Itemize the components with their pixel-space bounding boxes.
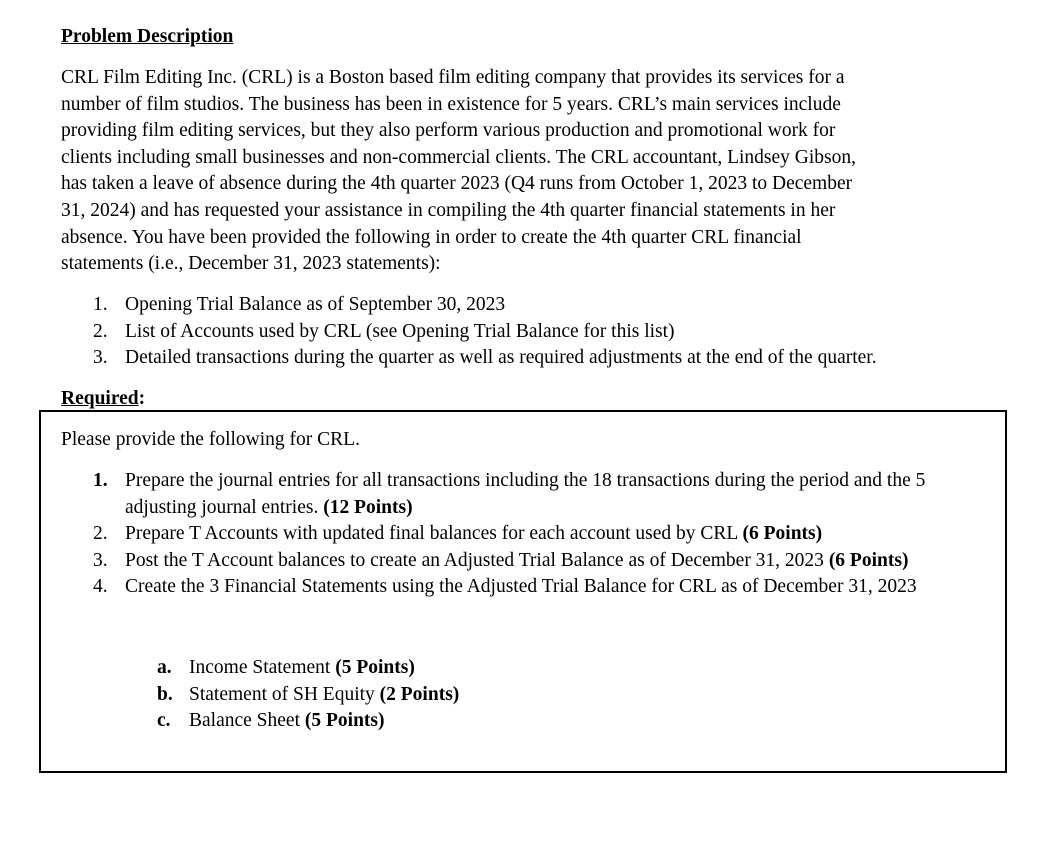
list-item: [157, 682, 459, 709]
list-item: [93, 345, 877, 372]
item-number: 4.: [93, 576, 108, 597]
item-points: (5 Points): [335, 657, 415, 678]
required-label: Required: [61, 388, 139, 409]
paragraph-line: 31, 2024) and has requested your assistance in compiling the 4th quarter financial statements in her: [61, 199, 836, 221]
list-item: [157, 655, 459, 682]
item-points: (5 Points): [304, 710, 385, 731]
list-item: [157, 708, 459, 735]
provided-items-list: [93, 292, 877, 372]
item-number: 3.: [93, 347, 108, 368]
paragraph-line: providing film editing services, but they also perform various production and promotional work for: [61, 120, 836, 142]
item-points: (2 Points): [379, 683, 460, 705]
item-number: 2.: [93, 523, 108, 544]
list-item: [93, 548, 965, 575]
item-letter: b.: [157, 683, 173, 705]
paragraph-line: has taken a leave of absence during the 4th quarter 2023 (Q4 runs from October 1, 2023 to December: [61, 173, 853, 195]
item-text: Detailed transactions during the quarter as well as required adjustments at the end of the quarter.: [125, 347, 877, 368]
item-text: List of Accounts used by CRL (see Opening Trial Balance for this list): [125, 320, 675, 342]
item-text: Balance Sheet: [189, 710, 305, 731]
statements-list: [157, 655, 459, 735]
item-number: 1.: [93, 470, 108, 491]
required-items-list: [93, 468, 965, 601]
item-text: Opening Trial Balance as of September 30, 2023: [125, 294, 506, 315]
item-letter: c.: [157, 710, 171, 731]
item-text: Create the 3 Financial Statements using the Adjusted Trial Balance for CRL as of December 31, 2023: [125, 576, 917, 597]
paragraph-line: number of film studios. The business has been in existence for 5 years. CRL’s main services include: [61, 93, 841, 115]
required-colon: :: [138, 388, 146, 409]
problem-paragraph: [61, 65, 961, 278]
item-text: Income Statement: [189, 657, 336, 678]
required-intro: Please provide the following for CRL.: [61, 429, 360, 450]
item-letter: a.: [157, 657, 172, 678]
item-points: (6 Points): [828, 549, 909, 571]
problem-heading: Problem Description: [61, 26, 234, 47]
paragraph-line: absence. You have been provided the following in order to create the 4th quarter CRL financial: [61, 226, 802, 248]
list-item: [93, 521, 965, 548]
item-number: 2.: [93, 320, 108, 342]
list-item: [93, 292, 877, 319]
paragraph-line: clients including small businesses and non-commercial clients. The CRL accountant, Lindsey Gibson,: [61, 146, 857, 168]
paragraph-line: statements (i.e., December 31, 2023 statements):: [61, 253, 441, 275]
item-text: Prepare the journal entries for all transactions including the 18 transactions during the period and the 5 adjusting journal entries.: [125, 470, 926, 518]
item-text: Post the T Account balances to create an Adjusted Trial Balance as of December 31, 2023: [125, 549, 829, 571]
paragraph-line: CRL Film Editing Inc. (CRL) is a Boston based film editing company that provides its services for a: [61, 67, 845, 88]
required-heading: [61, 387, 145, 411]
list-item: [93, 468, 965, 521]
item-points: (6 Points): [742, 523, 823, 544]
list-item: [93, 574, 965, 601]
item-points: (12 Points): [323, 496, 413, 518]
item-text: Statement of SH Equity: [189, 683, 380, 705]
item-number: 3.: [93, 549, 108, 571]
item-text: Prepare T Accounts with updated final balances for each account used by CRL: [125, 523, 743, 544]
item-number: 1.: [93, 294, 108, 315]
list-item: [93, 319, 877, 346]
